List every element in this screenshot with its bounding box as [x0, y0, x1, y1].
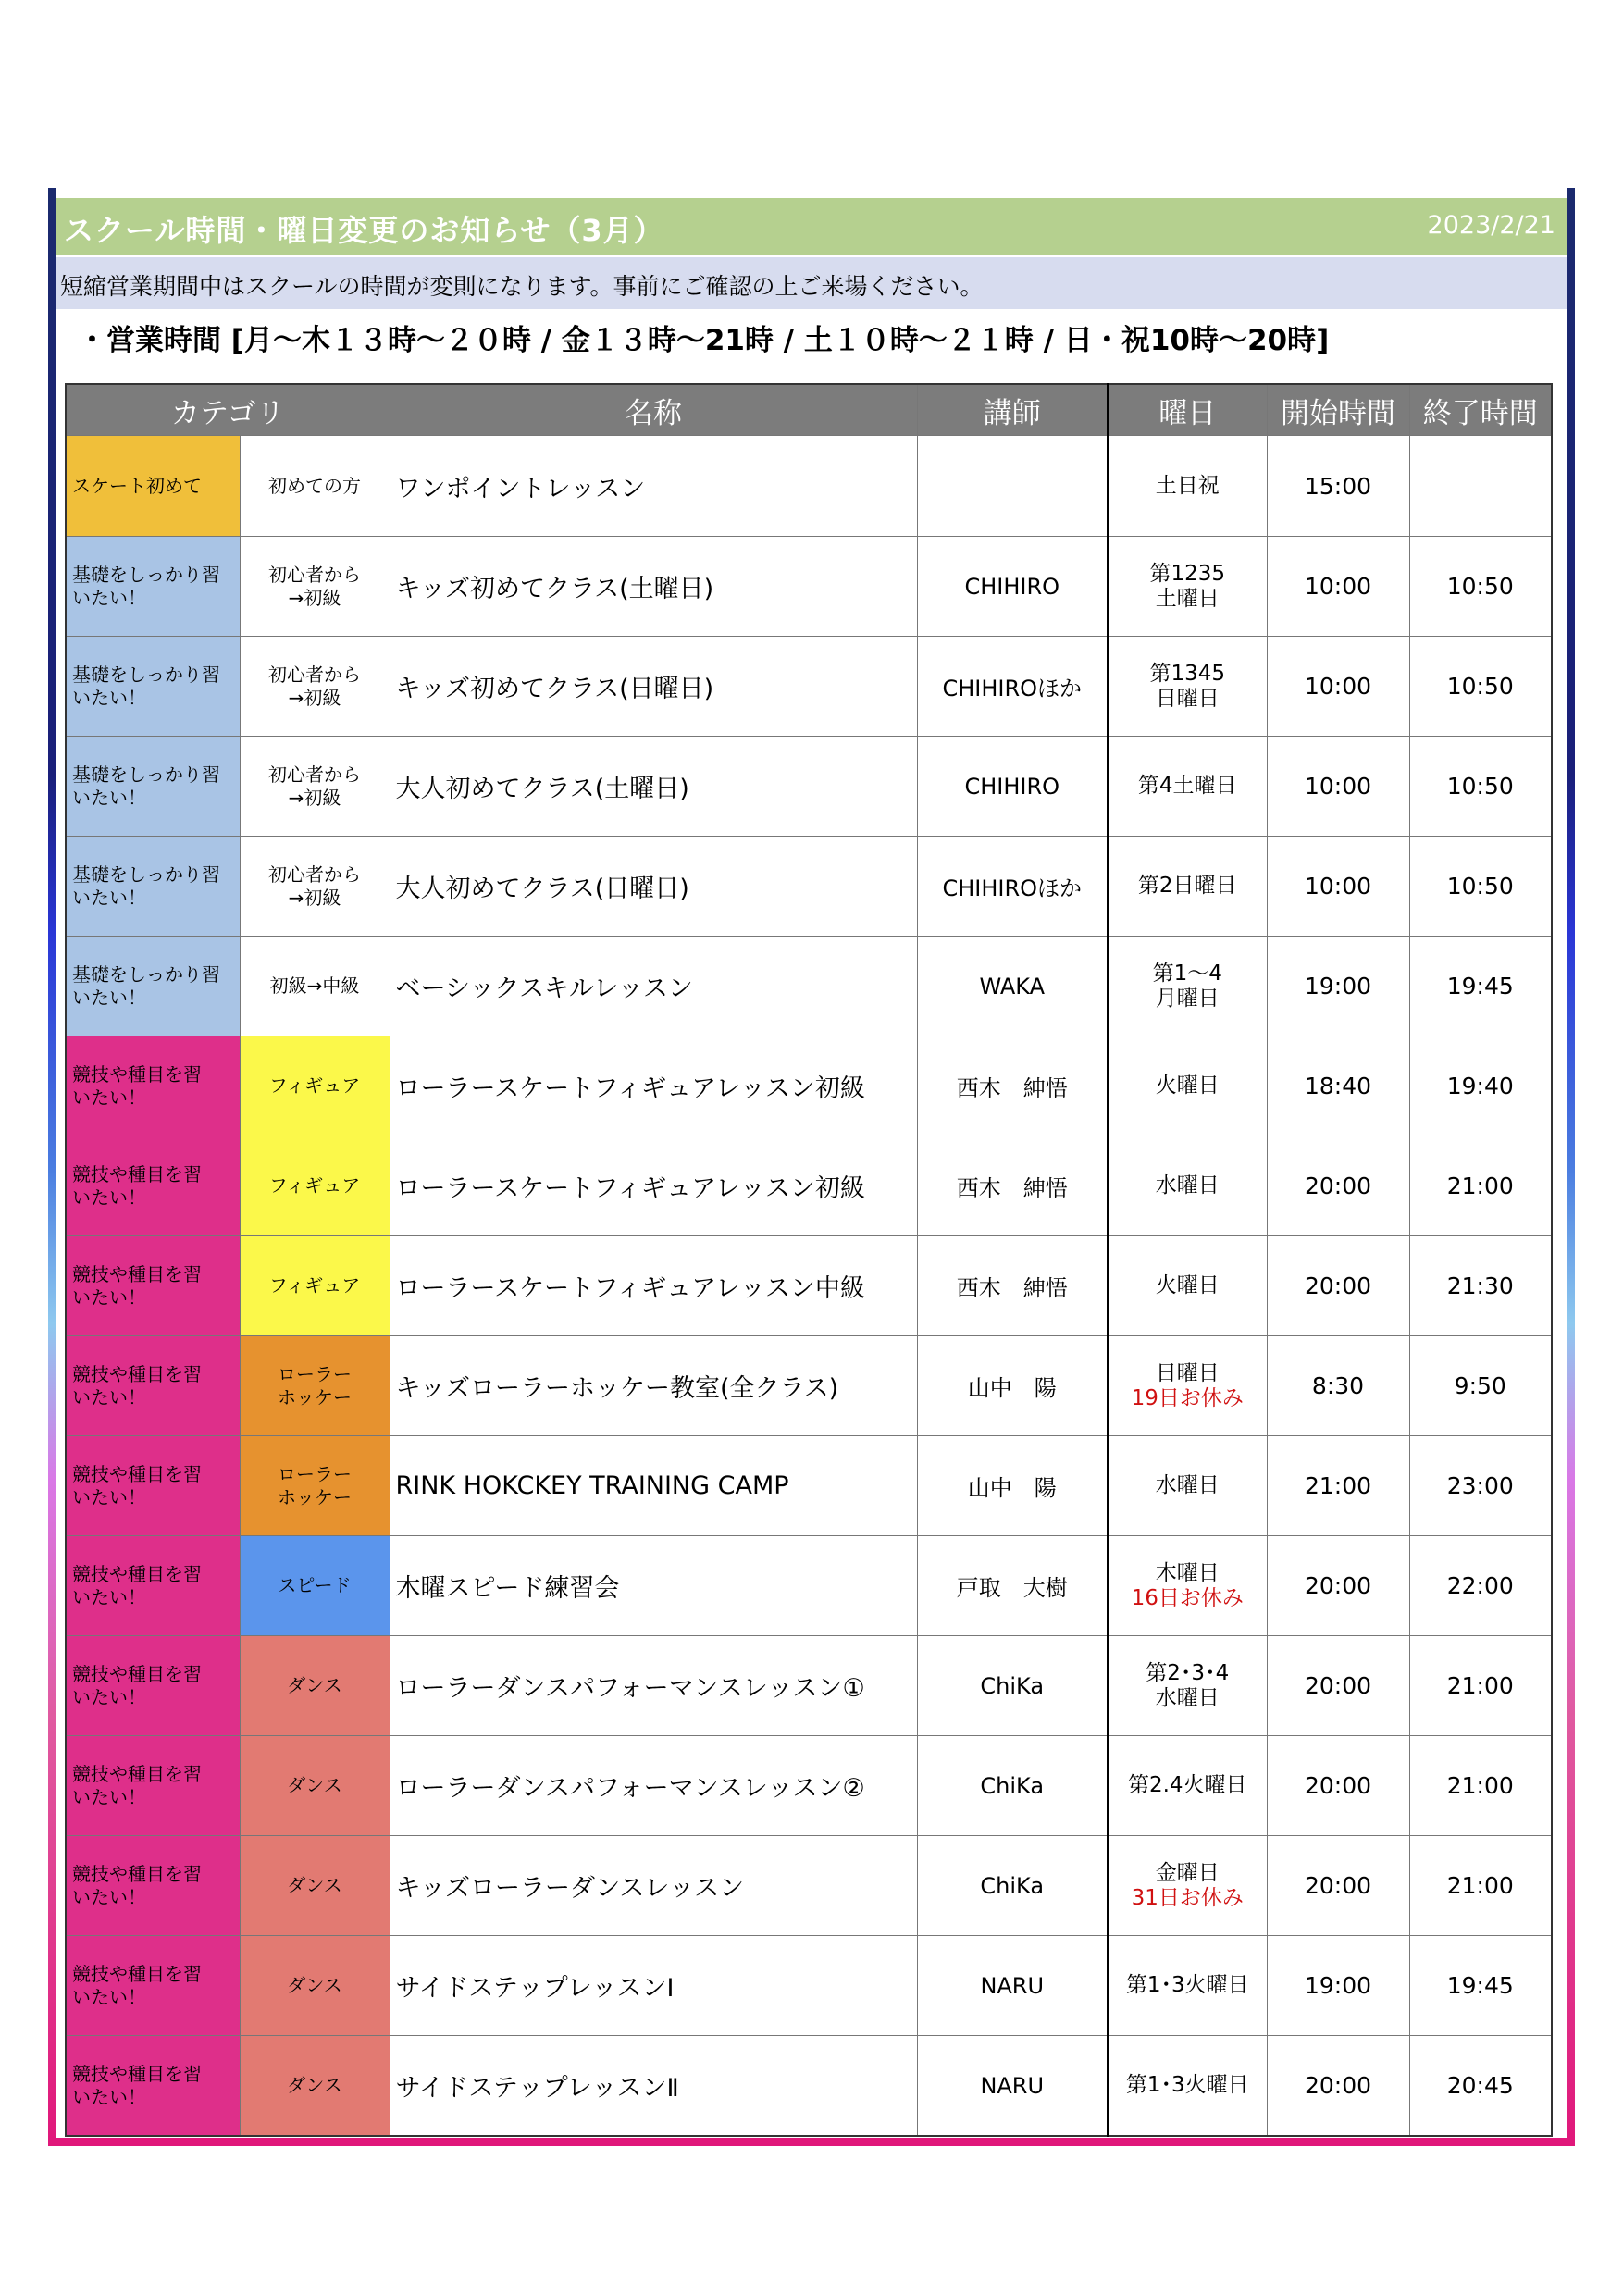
header-end: 終了時間: [1409, 384, 1552, 436]
category-label: いたい！: [72, 1885, 146, 1908]
start-time: 10:00: [1267, 537, 1409, 637]
class-name: 大人初めてクラス(日曜日): [390, 837, 917, 937]
day-label: 火曜日: [1155, 1074, 1220, 1098]
day-label: 水曜日: [1155, 1685, 1220, 1710]
category-cell: [66, 1736, 240, 1836]
day-label: 第1235: [1149, 561, 1226, 586]
subcategory-label: ダンス: [287, 1874, 342, 1896]
day-label: 金曜日: [1155, 1860, 1220, 1885]
category-cell: [66, 1036, 240, 1136]
start-time: 19:00: [1267, 1936, 1409, 2036]
header-start: 開始時間: [1267, 384, 1409, 436]
category-cell: [66, 637, 240, 737]
subcategory-cell: [240, 1236, 390, 1336]
end-time: 20:45: [1409, 2036, 1552, 2137]
day-cell: [1108, 1336, 1267, 1436]
category-cell: [66, 1536, 240, 1636]
table-row: [66, 2036, 1552, 2137]
category-label: いたい！: [72, 1785, 146, 1808]
instructor: NARU: [917, 1936, 1108, 2036]
subcategory-label: スピード: [278, 1574, 352, 1596]
subcategory-cell: [240, 436, 390, 537]
class-name: サイドステップレッスンⅠ: [390, 1936, 917, 2036]
category-label: いたい！: [72, 786, 146, 809]
start-time: 20:00: [1267, 1636, 1409, 1736]
end-time: 22:00: [1409, 1536, 1552, 1636]
end-time: 10:50: [1409, 537, 1552, 637]
end-time: 21:00: [1409, 1136, 1552, 1236]
day-cell: [1108, 1636, 1267, 1736]
end-time: 10:50: [1409, 837, 1552, 937]
day-label: 第1･3火曜日: [1125, 2073, 1249, 2097]
header-day: 曜日: [1108, 384, 1267, 436]
category-cell: [66, 2036, 240, 2137]
subcategory-label: 初心者から: [268, 863, 361, 886]
table-row: [66, 1836, 1552, 1936]
instructor: WAKA: [917, 937, 1108, 1036]
subcategory-cell: [240, 1036, 390, 1136]
class-name: サイドステップレッスンⅡ: [390, 2036, 917, 2137]
category-cell: [66, 737, 240, 837]
header-name: 名称: [390, 384, 917, 436]
category-label: 競技や種目を習: [72, 1762, 202, 1785]
day-label: 日曜日: [1155, 1360, 1220, 1385]
instructor: CHIHIROほか: [917, 637, 1108, 737]
subcategory-cell: [240, 1836, 390, 1936]
category-label: 競技や種目を習: [72, 1162, 202, 1185]
start-time: 20:00: [1267, 1136, 1409, 1236]
category-label: 競技や種目を習: [72, 1262, 202, 1285]
publish-date: 2023/2/21: [1427, 211, 1555, 240]
category-label: 基礎をしっかり習: [72, 763, 220, 786]
subcategory-label: 初心者から: [268, 663, 361, 686]
instructor: 戸取 大樹: [917, 1536, 1108, 1636]
category-cell: [66, 436, 240, 537]
start-time: 10:00: [1267, 637, 1409, 737]
day-cell: [1108, 637, 1267, 737]
category-label: 基礎をしっかり習: [72, 563, 220, 586]
subcategory-label: →初級: [288, 886, 341, 909]
day-closure-note: 19日お休み: [1131, 1385, 1244, 1410]
class-name: 木曜スピード練習会: [390, 1536, 917, 1636]
day-label: 水曜日: [1155, 1473, 1220, 1497]
page-title: スクール時間・曜日変更のお知らせ（3月）: [64, 213, 664, 248]
end-time: 23:00: [1409, 1436, 1552, 1536]
instructor: ChiKa: [917, 1636, 1108, 1736]
category-label: いたい！: [72, 1086, 146, 1109]
table-row: [66, 1136, 1552, 1236]
category-label: 基礎をしっかり習: [72, 863, 220, 886]
day-label: 第1345: [1149, 661, 1226, 686]
category-label: スケート初めて: [72, 474, 202, 497]
day-label: 第2.4火曜日: [1127, 1773, 1247, 1797]
category-label: いたい！: [72, 1685, 146, 1708]
category-label: 競技や種目を習: [72, 1862, 202, 1885]
start-time: 20:00: [1267, 1236, 1409, 1336]
category-label: 競技や種目を習: [72, 1462, 202, 1485]
day-cell: [1108, 1236, 1267, 1336]
category-label: 競技や種目を習: [72, 1562, 202, 1585]
category-cell: [66, 1336, 240, 1436]
end-time: 21:00: [1409, 1836, 1552, 1936]
instructor: CHIHIRO: [917, 537, 1108, 637]
start-time: 10:00: [1267, 837, 1409, 937]
end-time: 19:45: [1409, 1936, 1552, 2036]
instructor: ChiKa: [917, 1836, 1108, 1936]
category-cell: [66, 1136, 240, 1236]
day-cell: [1108, 537, 1267, 637]
subcategory-label: ローラー: [278, 1462, 352, 1485]
day-label: 第2日曜日: [1137, 874, 1237, 898]
class-name: ワンポイントレッスン: [390, 436, 917, 537]
subcategory-label: ホッケー: [278, 1485, 352, 1508]
subcategory-label: ホッケー: [278, 1385, 352, 1409]
day-closure-note: 31日お休み: [1131, 1885, 1244, 1910]
subcategory-cell: [240, 1436, 390, 1536]
day-cell: [1108, 2036, 1267, 2137]
table-row: [66, 1036, 1552, 1136]
class-name: ローラーダンスパフォーマンスレッスン①: [390, 1636, 917, 1736]
subcategory-label: ダンス: [287, 2074, 342, 2096]
end-time: 10:50: [1409, 737, 1552, 837]
class-name: キッズ初めてクラス(土曜日): [390, 537, 917, 637]
start-time: 20:00: [1267, 2036, 1409, 2137]
end-time: 21:00: [1409, 1636, 1552, 1736]
table-row: [66, 737, 1552, 837]
category-label: いたい！: [72, 1585, 146, 1608]
day-label: 火曜日: [1155, 1273, 1220, 1297]
subcategory-label: フィギュア: [268, 1274, 361, 1297]
day-label: 土曜日: [1155, 586, 1220, 611]
category-cell: [66, 1436, 240, 1536]
category-label: いたい！: [72, 2085, 146, 2108]
class-name: 大人初めてクラス(土曜日): [390, 737, 917, 837]
subcategory-cell: [240, 837, 390, 937]
category-cell: [66, 537, 240, 637]
start-time: 20:00: [1267, 1836, 1409, 1936]
subcategory-cell: [240, 737, 390, 837]
day-cell: [1108, 837, 1267, 937]
header-category: カテゴリ: [66, 384, 390, 436]
subcategory-label: フィギュア: [268, 1174, 361, 1197]
category-label: 競技や種目を習: [72, 2062, 202, 2085]
subcategory-cell: [240, 1936, 390, 2036]
class-name: ローラーダンスパフォーマンスレッスン②: [390, 1736, 917, 1836]
category-cell: [66, 1936, 240, 2036]
subcategory-label: ローラー: [278, 1362, 352, 1385]
day-cell: [1108, 1036, 1267, 1136]
category-label: 競技や種目を習: [72, 1062, 202, 1086]
subcategory-cell: [240, 1636, 390, 1736]
start-time: 15:00: [1267, 436, 1409, 537]
subcategory-cell: [240, 937, 390, 1036]
schedule-table: [65, 383, 1553, 2137]
day-label: 日曜日: [1155, 686, 1220, 711]
subcategory-cell: [240, 637, 390, 737]
category-label: 競技や種目を習: [72, 1962, 202, 1985]
start-time: 10:00: [1267, 737, 1409, 837]
day-label: 木曜日: [1155, 1560, 1220, 1585]
day-cell: [1108, 1936, 1267, 2036]
end-time: 9:50: [1409, 1336, 1552, 1436]
business-hours: ・営業時間 [月〜木１３時〜２０時 / 金１３時〜21時 / 土１０時〜２１時 / 日・祝10時〜20時]: [78, 324, 1330, 357]
table-row: [66, 937, 1552, 1036]
day-label: 第2･3･4: [1146, 1660, 1230, 1685]
category-cell: [66, 1236, 240, 1336]
day-cell: [1108, 1136, 1267, 1236]
category-label: いたい！: [72, 1185, 146, 1209]
subcategory-label: →初級: [288, 686, 341, 709]
table-row: [66, 1936, 1552, 2036]
class-name: キッズローラーホッケー教室(全クラス): [390, 1336, 917, 1436]
category-label: いたい！: [72, 686, 146, 709]
day-cell: [1108, 1436, 1267, 1536]
start-time: 21:00: [1267, 1436, 1409, 1536]
instructor: 西木 紳悟: [917, 1236, 1108, 1336]
title-bar: [56, 198, 1567, 255]
category-label: 競技や種目を習: [72, 1662, 202, 1685]
instructor: 山中 陽: [917, 1436, 1108, 1536]
end-time: 19:40: [1409, 1036, 1552, 1136]
day-label: 第1･3火曜日: [1125, 1973, 1249, 1997]
subcategory-label: 初心者から: [268, 763, 361, 786]
instructor: [917, 436, 1108, 537]
end-time: 10:50: [1409, 637, 1552, 737]
category-label: いたい！: [72, 886, 146, 909]
category-label: 基礎をしっかり習: [72, 663, 220, 686]
class-name: RINK HOKCKEY TRAINING CAMP: [390, 1436, 917, 1536]
subcategory-label: 初心者から: [268, 563, 361, 586]
start-time: 19:00: [1267, 937, 1409, 1036]
end-time: 21:30: [1409, 1236, 1552, 1336]
instructor: 西木 紳悟: [917, 1036, 1108, 1136]
subcategory-label: 初めての方: [268, 474, 361, 497]
table-row: [66, 1236, 1552, 1336]
table-row: [66, 436, 1552, 537]
day-closure-note: 16日お休み: [1131, 1585, 1244, 1610]
instructor: CHIHIROほか: [917, 837, 1108, 937]
notice-text: 短縮営業期間中はスクールの時間が変則になります。事前にご確認の上ご来場ください。: [60, 273, 984, 300]
day-label: 水曜日: [1155, 1173, 1220, 1198]
start-time: 8:30: [1267, 1336, 1409, 1436]
class-name: ローラースケートフィギュアレッスン初級: [390, 1136, 917, 1236]
category-cell: [66, 837, 240, 937]
table-row: [66, 537, 1552, 637]
day-cell: [1108, 436, 1267, 537]
notice-bar: [56, 257, 1567, 309]
table-row: [66, 1336, 1552, 1436]
table-row: [66, 1636, 1552, 1736]
category-label: いたい！: [72, 1985, 146, 2008]
subcategory-label: 初級→中級: [269, 974, 360, 997]
day-label: 土日祝: [1155, 473, 1220, 498]
category-label: いたい！: [72, 1485, 146, 1508]
category-label: 競技や種目を習: [72, 1362, 202, 1385]
class-name: キッズ初めてクラス(日曜日): [390, 637, 917, 737]
day-label: 月曜日: [1155, 986, 1220, 1011]
day-cell: [1108, 737, 1267, 837]
table-row: [66, 637, 1552, 737]
table-row: [66, 1736, 1552, 1836]
day-cell: [1108, 1836, 1267, 1936]
subcategory-label: ダンス: [287, 1974, 342, 1996]
subcategory-cell: [240, 537, 390, 637]
category-cell: [66, 1836, 240, 1936]
end-time: [1409, 436, 1552, 537]
subcategory-cell: [240, 1136, 390, 1236]
instructor: 山中 陽: [917, 1336, 1108, 1436]
instructor: 西木 紳悟: [917, 1136, 1108, 1236]
table-header-row: [66, 384, 1552, 436]
subcategory-cell: [240, 1536, 390, 1636]
category-label: いたい！: [72, 1385, 146, 1409]
table-row: [66, 837, 1552, 937]
day-label: 第1〜4: [1152, 961, 1222, 986]
category-label: いたい！: [72, 1285, 146, 1309]
category-label: 基礎をしっかり習: [72, 962, 220, 986]
header-instructor: 講師: [917, 384, 1108, 436]
start-time: 20:00: [1267, 1736, 1409, 1836]
day-cell: [1108, 1736, 1267, 1836]
subcategory-label: ダンス: [287, 1674, 342, 1696]
category-cell: [66, 1636, 240, 1736]
instructor: CHIHIRO: [917, 737, 1108, 837]
end-time: 21:00: [1409, 1736, 1552, 1836]
instructor: NARU: [917, 2036, 1108, 2137]
class-name: ローラースケートフィギュアレッスン中級: [390, 1236, 917, 1336]
start-time: 18:40: [1267, 1036, 1409, 1136]
end-time: 19:45: [1409, 937, 1552, 1036]
category-label: いたい！: [72, 986, 146, 1009]
class-name: ベーシックスキルレッスン: [390, 937, 917, 1036]
subcategory-cell: [240, 1336, 390, 1436]
schedule-body: [66, 436, 1552, 2137]
class-name: ローラースケートフィギュアレッスン初級: [390, 1036, 917, 1136]
day-label: 第4土曜日: [1137, 774, 1237, 798]
day-cell: [1108, 937, 1267, 1036]
category-cell: [66, 937, 240, 1036]
subcategory-cell: [240, 1736, 390, 1836]
class-name: キッズローラーダンスレッスン: [390, 1836, 917, 1936]
subcategory-label: →初級: [288, 586, 341, 609]
start-time: 20:00: [1267, 1536, 1409, 1636]
day-cell: [1108, 1536, 1267, 1636]
instructor: ChiKa: [917, 1736, 1108, 1836]
table-row: [66, 1436, 1552, 1536]
subcategory-label: →初級: [288, 786, 341, 809]
table-row: [66, 1536, 1552, 1636]
category-label: いたい！: [72, 586, 146, 609]
subcategory-label: フィギュア: [268, 1074, 361, 1097]
subcategory-label: ダンス: [287, 1774, 342, 1796]
subcategory-cell: [240, 2036, 390, 2137]
